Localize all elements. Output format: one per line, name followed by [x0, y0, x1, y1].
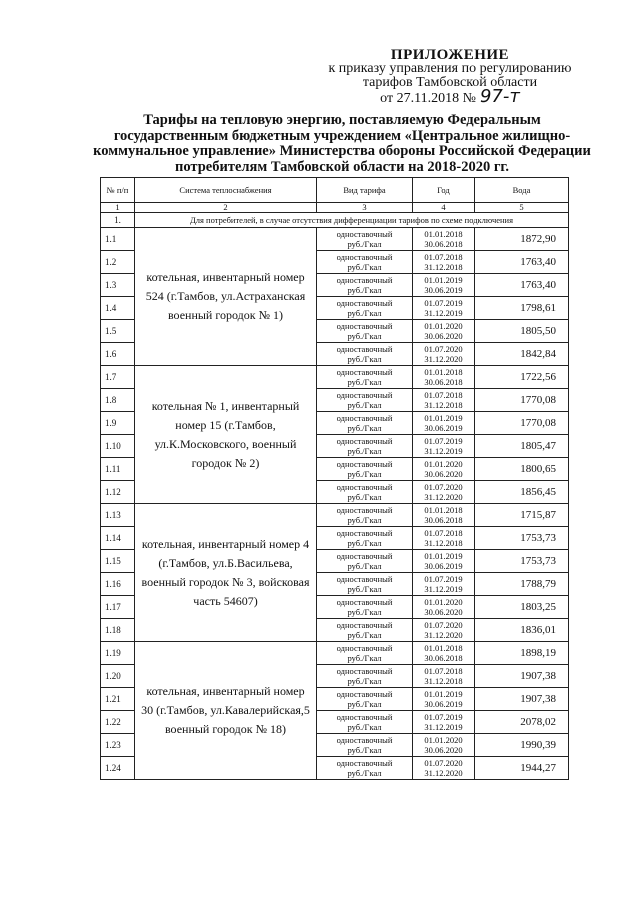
document-title: Тарифы на тепловую энергию, поставляемую Федеральным государственным бюджетным учреждением «Центральное жилищно-коммунальное управление» Министерства обороны Российской Федерации потребителям Тамбовской области на 2018-2020 гг. — [93, 112, 591, 175]
period-to: 30.06.2018 — [424, 515, 463, 525]
tariff-type: одноставочный — [336, 574, 393, 584]
tariff-type-cell — [317, 757, 413, 780]
tariff-unit: руб./Гкал — [347, 331, 382, 341]
period-cell — [413, 619, 475, 642]
index-cell: 3 — [317, 203, 413, 213]
tariff-type: одноставочный — [336, 735, 393, 745]
period-to: 31.12.2020 — [424, 354, 463, 364]
group-number: 1. — [101, 213, 135, 228]
period-cell — [413, 274, 475, 297]
tariff-type: одноставочный — [336, 666, 393, 676]
period-from: 01.07.2020 — [424, 758, 463, 768]
tariff-type: одноставочный — [336, 505, 393, 515]
water-tariff-value: 1842,84 — [475, 343, 569, 366]
tariff-unit: руб./Гкал — [347, 446, 382, 456]
tariff-type-cell — [317, 734, 413, 757]
water-tariff-value: 1763,40 — [475, 251, 569, 274]
period-from: 01.07.2020 — [424, 482, 463, 492]
tariff-type: одноставочный — [336, 758, 393, 768]
tariff-type-cell — [317, 458, 413, 481]
appendix-block — [300, 48, 600, 106]
tariff-unit: руб./Гкал — [347, 653, 382, 663]
tariff-type-cell — [317, 550, 413, 573]
period-cell — [413, 458, 475, 481]
index-cell: 5 — [475, 203, 569, 213]
table-row — [101, 642, 569, 665]
period-to: 30.06.2020 — [424, 331, 463, 341]
period-from: 01.01.2019 — [424, 275, 463, 285]
tariff-type-cell — [317, 596, 413, 619]
tariff-type-cell — [317, 504, 413, 527]
period-from: 01.07.2019 — [424, 436, 463, 446]
period-to: 31.12.2020 — [424, 492, 463, 502]
tariff-unit: руб./Гкал — [347, 515, 382, 525]
row-number: 1.18 — [101, 619, 135, 642]
appendix-date: от 27.11.2018 № — [380, 91, 476, 106]
tariff-type-cell — [317, 481, 413, 504]
period-from: 01.01.2019 — [424, 689, 463, 699]
period-to: 30.06.2018 — [424, 377, 463, 387]
water-tariff-value: 1907,38 — [475, 688, 569, 711]
water-tariff-value: 1788,79 — [475, 573, 569, 596]
period-to: 31.12.2019 — [424, 584, 463, 594]
water-tariff-value: 1800,65 — [475, 458, 569, 481]
period-cell — [413, 757, 475, 780]
header-num: № п/п — [101, 178, 135, 203]
period-to: 30.06.2019 — [424, 561, 463, 571]
table-header-row — [101, 178, 569, 203]
tariff-unit: руб./Гкал — [347, 308, 382, 318]
table-row — [101, 366, 569, 389]
header-water: Вода — [475, 178, 569, 203]
period-to: 30.06.2018 — [424, 239, 463, 249]
period-from: 01.01.2020 — [424, 597, 463, 607]
tariff-type: одноставочный — [336, 367, 393, 377]
row-number: 1.19 — [101, 642, 135, 665]
tariff-unit: руб./Гкал — [347, 745, 382, 755]
tariff-type-cell — [317, 642, 413, 665]
period-cell — [413, 297, 475, 320]
row-number: 1.21 — [101, 688, 135, 711]
row-number: 1.15 — [101, 550, 135, 573]
row-number: 1.24 — [101, 757, 135, 780]
table-index-row — [101, 203, 569, 213]
tariff-unit: руб./Гкал — [347, 377, 382, 387]
tariff-type-cell — [317, 573, 413, 596]
tariff-type-cell — [317, 343, 413, 366]
period-cell — [413, 366, 475, 389]
tariff-type: одноставочный — [336, 643, 393, 653]
group-row — [101, 213, 569, 228]
period-cell — [413, 228, 475, 251]
appendix-line-1: к приказу управления по регулированию — [328, 61, 572, 76]
period-cell — [413, 251, 475, 274]
period-from: 01.01.2019 — [424, 413, 463, 423]
tariff-type-cell — [317, 688, 413, 711]
period-from: 01.07.2019 — [424, 298, 463, 308]
water-tariff-value: 1803,25 — [475, 596, 569, 619]
row-number: 1.3 — [101, 274, 135, 297]
row-number: 1.11 — [101, 458, 135, 481]
period-from: 01.01.2020 — [424, 459, 463, 469]
row-number: 1.5 — [101, 320, 135, 343]
period-to: 31.12.2018 — [424, 676, 463, 686]
water-tariff-value: 1722,56 — [475, 366, 569, 389]
water-tariff-value: 1944,27 — [475, 757, 569, 780]
tariff-type-cell — [317, 389, 413, 412]
tariff-unit: руб./Гкал — [347, 239, 382, 249]
tariff-unit: руб./Гкал — [347, 285, 382, 295]
period-to: 31.12.2019 — [424, 446, 463, 456]
appendix-title: ПРИЛОЖЕНИЕ — [390, 47, 510, 63]
period-from: 01.01.2018 — [424, 229, 463, 239]
period-to: 31.12.2018 — [424, 262, 463, 272]
group-label: Для потребителей, в случае отсутствия дифференциации тарифов по схеме подключения — [135, 213, 569, 228]
period-to: 31.12.2018 — [424, 400, 463, 410]
water-tariff-value: 1753,73 — [475, 527, 569, 550]
order-number: 97-т — [479, 86, 520, 107]
tariff-unit: руб./Гкал — [347, 492, 382, 502]
tariff-type-cell — [317, 527, 413, 550]
row-number: 1.12 — [101, 481, 135, 504]
tariff-unit: руб./Гкал — [347, 676, 382, 686]
water-tariff-value: 1805,47 — [475, 435, 569, 458]
tariff-type-cell — [317, 665, 413, 688]
index-cell: 4 — [413, 203, 475, 213]
period-cell — [413, 688, 475, 711]
period-from: 01.07.2018 — [424, 390, 463, 400]
table-row — [101, 228, 569, 251]
heat-supply-system: котельная, инвентарный номер 30 (г.Тамбов, ул.Кавалерийская,5 военный городок № 18) — [135, 642, 317, 780]
tariff-type-cell — [317, 297, 413, 320]
tariff-type-cell — [317, 366, 413, 389]
period-to: 31.12.2020 — [424, 768, 463, 778]
period-cell — [413, 435, 475, 458]
appendix-line-3 — [300, 86, 600, 107]
tariff-type: одноставочный — [336, 459, 393, 469]
period-cell — [413, 596, 475, 619]
period-cell — [413, 412, 475, 435]
heat-supply-system: котельная № 1, инвентарный номер 15 (г.Тамбов, ул.К.Московского, военный городок № 2) — [135, 366, 317, 504]
tariff-type-cell — [317, 619, 413, 642]
period-cell — [413, 642, 475, 665]
row-number: 1.14 — [101, 527, 135, 550]
tariff-type: одноставочный — [336, 620, 393, 630]
tariff-type: одноставочный — [336, 275, 393, 285]
period-to: 30.06.2019 — [424, 699, 463, 709]
period-cell — [413, 527, 475, 550]
tariff-type-cell — [317, 320, 413, 343]
water-tariff-value: 1805,50 — [475, 320, 569, 343]
tariff-unit: руб./Гкал — [347, 722, 382, 732]
water-tariff-value: 1753,73 — [475, 550, 569, 573]
tariff-type: одноставочный — [336, 390, 393, 400]
water-tariff-value: 1907,38 — [475, 665, 569, 688]
water-tariff-value: 1798,61 — [475, 297, 569, 320]
tariff-type-cell — [317, 711, 413, 734]
tariff-unit: руб./Гкал — [347, 400, 382, 410]
tariff-type: одноставочный — [336, 689, 393, 699]
table-row — [101, 504, 569, 527]
tariff-type: одноставочный — [336, 344, 393, 354]
period-from: 01.07.2018 — [424, 528, 463, 538]
tariff-type: одноставочный — [336, 597, 393, 607]
water-tariff-value: 1990,39 — [475, 734, 569, 757]
tariff-unit: руб./Гкал — [347, 699, 382, 709]
tariff-unit: руб./Гкал — [347, 607, 382, 617]
tariff-type: одноставочный — [336, 413, 393, 423]
period-cell — [413, 504, 475, 527]
period-cell — [413, 320, 475, 343]
appendix-line-2: тарифов Тамбовской области — [362, 75, 538, 90]
period-from: 01.01.2020 — [424, 321, 463, 331]
tariff-unit: руб./Гкал — [347, 538, 382, 548]
row-number: 1.1 — [101, 228, 135, 251]
period-to: 31.12.2019 — [424, 722, 463, 732]
water-tariff-value: 1770,08 — [475, 389, 569, 412]
period-to: 31.12.2019 — [424, 308, 463, 318]
tariff-unit: руб./Гкал — [347, 469, 382, 479]
period-from: 01.01.2018 — [424, 643, 463, 653]
water-tariff-value: 1836,01 — [475, 619, 569, 642]
row-number: 1.7 — [101, 366, 135, 389]
period-from: 01.07.2019 — [424, 574, 463, 584]
period-cell — [413, 343, 475, 366]
tariff-type: одноставочный — [336, 712, 393, 722]
period-to: 30.06.2019 — [424, 423, 463, 433]
tariff-type-cell — [317, 228, 413, 251]
period-from: 01.07.2020 — [424, 344, 463, 354]
tariff-type-cell — [317, 251, 413, 274]
tariff-type: одноставочный — [336, 252, 393, 262]
tariff-type-cell — [317, 274, 413, 297]
row-number: 1.20 — [101, 665, 135, 688]
index-cell: 2 — [135, 203, 317, 213]
water-tariff-value: 1715,87 — [475, 504, 569, 527]
row-number: 1.13 — [101, 504, 135, 527]
water-tariff-value: 1872,90 — [475, 228, 569, 251]
tariff-type: одноставочный — [336, 482, 393, 492]
period-cell — [413, 711, 475, 734]
tariff-unit: руб./Гкал — [347, 584, 382, 594]
period-from: 01.07.2018 — [424, 252, 463, 262]
tariff-type: одноставочный — [336, 321, 393, 331]
header-system: Система теплоснабжения — [135, 178, 317, 203]
period-from: 01.01.2019 — [424, 551, 463, 561]
period-cell — [413, 550, 475, 573]
row-number: 1.2 — [101, 251, 135, 274]
row-number: 1.6 — [101, 343, 135, 366]
water-tariff-value: 1770,08 — [475, 412, 569, 435]
period-to: 31.12.2018 — [424, 538, 463, 548]
period-from: 01.07.2018 — [424, 666, 463, 676]
tariff-unit: руб./Гкал — [347, 768, 382, 778]
tariff-type: одноставочный — [336, 298, 393, 308]
water-tariff-value: 1856,45 — [475, 481, 569, 504]
tariff-table-body — [101, 178, 569, 780]
period-cell — [413, 389, 475, 412]
period-from: 01.07.2019 — [424, 712, 463, 722]
water-tariff-value: 2078,02 — [475, 711, 569, 734]
period-to: 30.06.2020 — [424, 745, 463, 755]
heat-supply-system: котельная, инвентарный номер 524 (г.Тамбов, ул.Астраханская военный городок № 1) — [135, 228, 317, 366]
tariff-type: одноставочный — [336, 551, 393, 561]
row-number: 1.17 — [101, 596, 135, 619]
row-number: 1.22 — [101, 711, 135, 734]
tariff-table — [100, 177, 569, 780]
tariff-type-cell — [317, 435, 413, 458]
row-number: 1.4 — [101, 297, 135, 320]
water-tariff-value: 1898,19 — [475, 642, 569, 665]
tariff-type-cell — [317, 412, 413, 435]
period-cell — [413, 734, 475, 757]
header-tariff-type: Вид тарифа — [317, 178, 413, 203]
tariff-type: одноставочный — [336, 528, 393, 538]
period-from: 01.01.2018 — [424, 505, 463, 515]
period-cell — [413, 665, 475, 688]
row-number: 1.8 — [101, 389, 135, 412]
tariff-unit: руб./Гкал — [347, 354, 382, 364]
header-year: Год — [413, 178, 475, 203]
tariff-unit: руб./Гкал — [347, 630, 382, 640]
tariff-unit: руб./Гкал — [347, 423, 382, 433]
row-number: 1.16 — [101, 573, 135, 596]
period-to: 31.12.2020 — [424, 630, 463, 640]
index-cell: 1 — [101, 203, 135, 213]
row-number: 1.9 — [101, 412, 135, 435]
period-to: 30.06.2020 — [424, 469, 463, 479]
tariff-unit: руб./Гкал — [347, 561, 382, 571]
period-to: 30.06.2018 — [424, 653, 463, 663]
period-to: 30.06.2020 — [424, 607, 463, 617]
heat-supply-system: котельная, инвентарный номер 4 (г.Тамбов, ул.Б.Васильева, военный городок № 3, войсковая часть 54607) — [135, 504, 317, 642]
period-from: 01.01.2018 — [424, 367, 463, 377]
tariff-type: одноставочный — [336, 436, 393, 446]
row-number: 1.10 — [101, 435, 135, 458]
water-tariff-value: 1763,40 — [475, 274, 569, 297]
period-cell — [413, 481, 475, 504]
period-to: 30.06.2019 — [424, 285, 463, 295]
tariff-unit: руб./Гкал — [347, 262, 382, 272]
period-from: 01.01.2020 — [424, 735, 463, 745]
period-cell — [413, 573, 475, 596]
period-from: 01.07.2020 — [424, 620, 463, 630]
row-number: 1.23 — [101, 734, 135, 757]
tariff-type: одноставочный — [336, 229, 393, 239]
